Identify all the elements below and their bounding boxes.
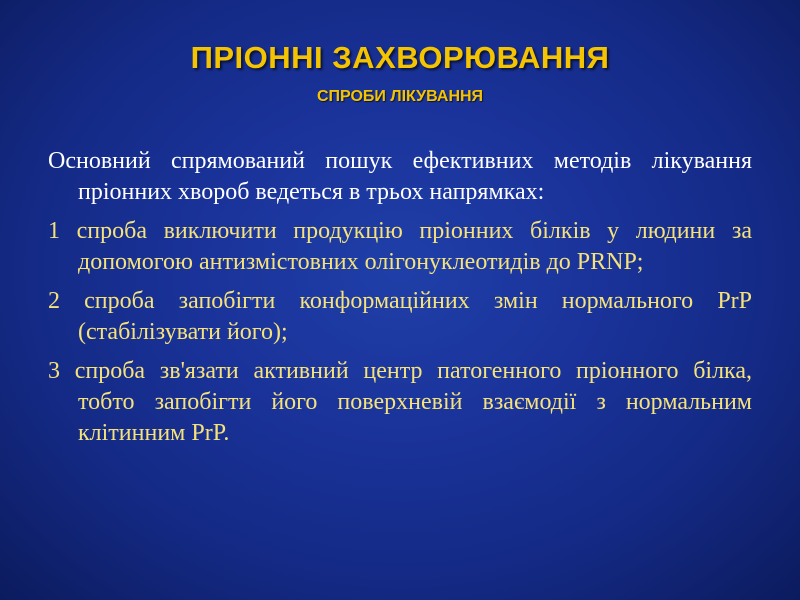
list-item-2: 2 спроба запобігти конформаційних змін нормального PrP (стабілізувати його); <box>48 288 752 345</box>
slide-title: ПРІОННІ ЗАХВОРЮВАННЯ <box>190 40 610 75</box>
slide-body <box>48 146 752 457</box>
intro-paragraph: Основний спрямований пошук ефективних методів лікування пріонних хвороб ведеться в трьох напрямках: <box>48 148 752 205</box>
list-item-1: 1 спроба виключити продукцію пріонних білків у людини за допомогою антизмістовних олігонуклеотидів до PRNP; <box>48 218 752 275</box>
list-item-3: 3 спроба зв'язати активний центр патогенного пріонного білка, тобто запобігти його поверхневій взаємодії з нормальним клітинним PrP. <box>48 358 752 446</box>
slide-subtitle: СПРОБИ ЛІКУВАННЯ <box>316 88 484 105</box>
